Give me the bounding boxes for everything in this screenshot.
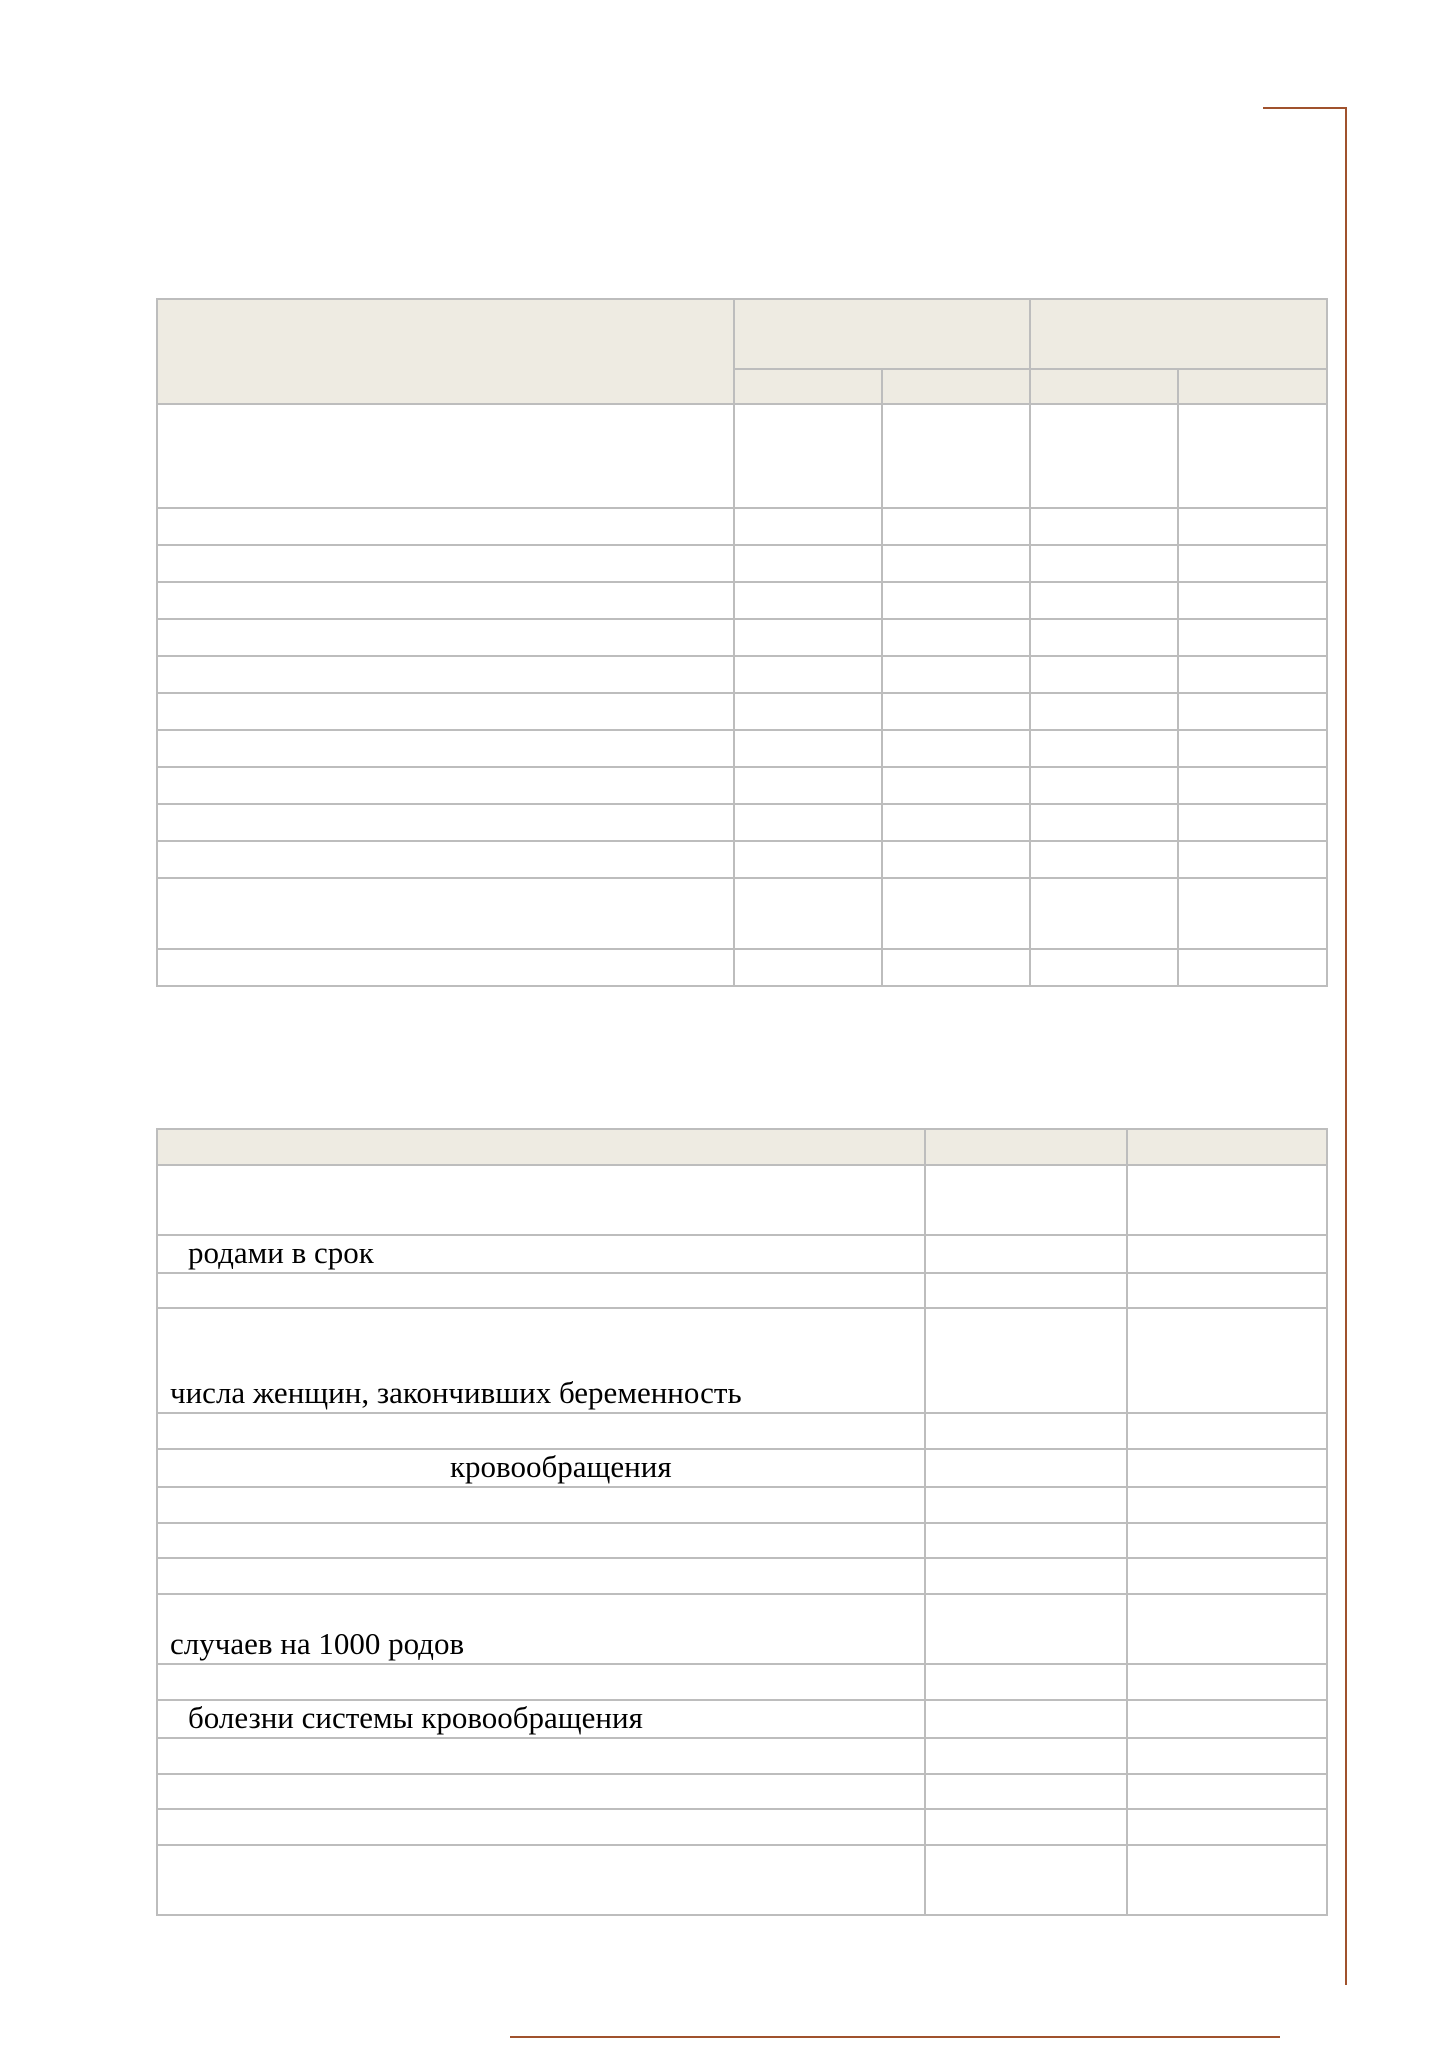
row-label [158,1555,924,1557]
table-1-subheader [1178,369,1327,404]
table-1-subheader [1030,369,1178,404]
table-row [157,1594,1327,1664]
row-label [158,1912,924,1914]
table-row [157,1487,1327,1523]
table-2-header-col-1 [925,1129,1127,1165]
row-label: кровообращения [450,1449,672,1484]
table-row [157,1700,1327,1738]
table-row [157,1809,1327,1845]
table-row [157,767,1327,804]
table-row [157,1273,1327,1308]
page-frame-right [1345,107,1347,1985]
table-1 [156,298,1328,987]
table-row [157,1558,1327,1594]
row-label [158,1697,924,1699]
table-row [157,730,1327,767]
page-footer-rule [510,2036,1280,2038]
table-1-subheader [734,369,882,404]
row-label: болезни системы кровообращения [188,1700,643,1735]
table-1-subheader [882,369,1030,404]
table-1-header-group-2 [1030,299,1327,369]
table-1-header-indicator [157,299,734,404]
table-row [157,619,1327,656]
table-row [157,1449,1327,1487]
row-label [158,1305,924,1307]
table-row [157,404,1327,508]
row-label: числа женщин, закончивших беременность [170,1375,742,1410]
table-row [157,693,1327,730]
row-label: случаев на 1000 родов [170,1626,465,1661]
page-frame-top [1263,107,1347,109]
table-row [157,1235,1327,1273]
table-row [157,804,1327,841]
table-row [157,841,1327,878]
table-row [157,508,1327,545]
table-row [157,1523,1327,1558]
row-label [158,1771,924,1773]
row-label [158,1446,924,1448]
row-label [158,1806,924,1808]
row-label: родами в срок [188,1235,374,1270]
table-1-header-group-1 [734,299,1030,369]
row-label [158,1520,924,1522]
table-2 [156,1128,1328,1916]
table-row [157,949,1327,986]
table-2-header-col-2 [1127,1129,1327,1165]
table-row [157,1664,1327,1700]
table-2-header-indicator [157,1129,925,1165]
table-row [157,545,1327,582]
table-row [157,1165,1327,1235]
table-row [157,582,1327,619]
table-row [157,1413,1327,1449]
row-label [158,1842,924,1844]
table-row [157,1738,1327,1774]
row-label [158,1232,924,1234]
table-row [157,1845,1327,1915]
table-row [157,1774,1327,1809]
table-row [157,1308,1327,1413]
table-row [157,656,1327,693]
table-row [157,878,1327,949]
row-label [158,1591,924,1593]
